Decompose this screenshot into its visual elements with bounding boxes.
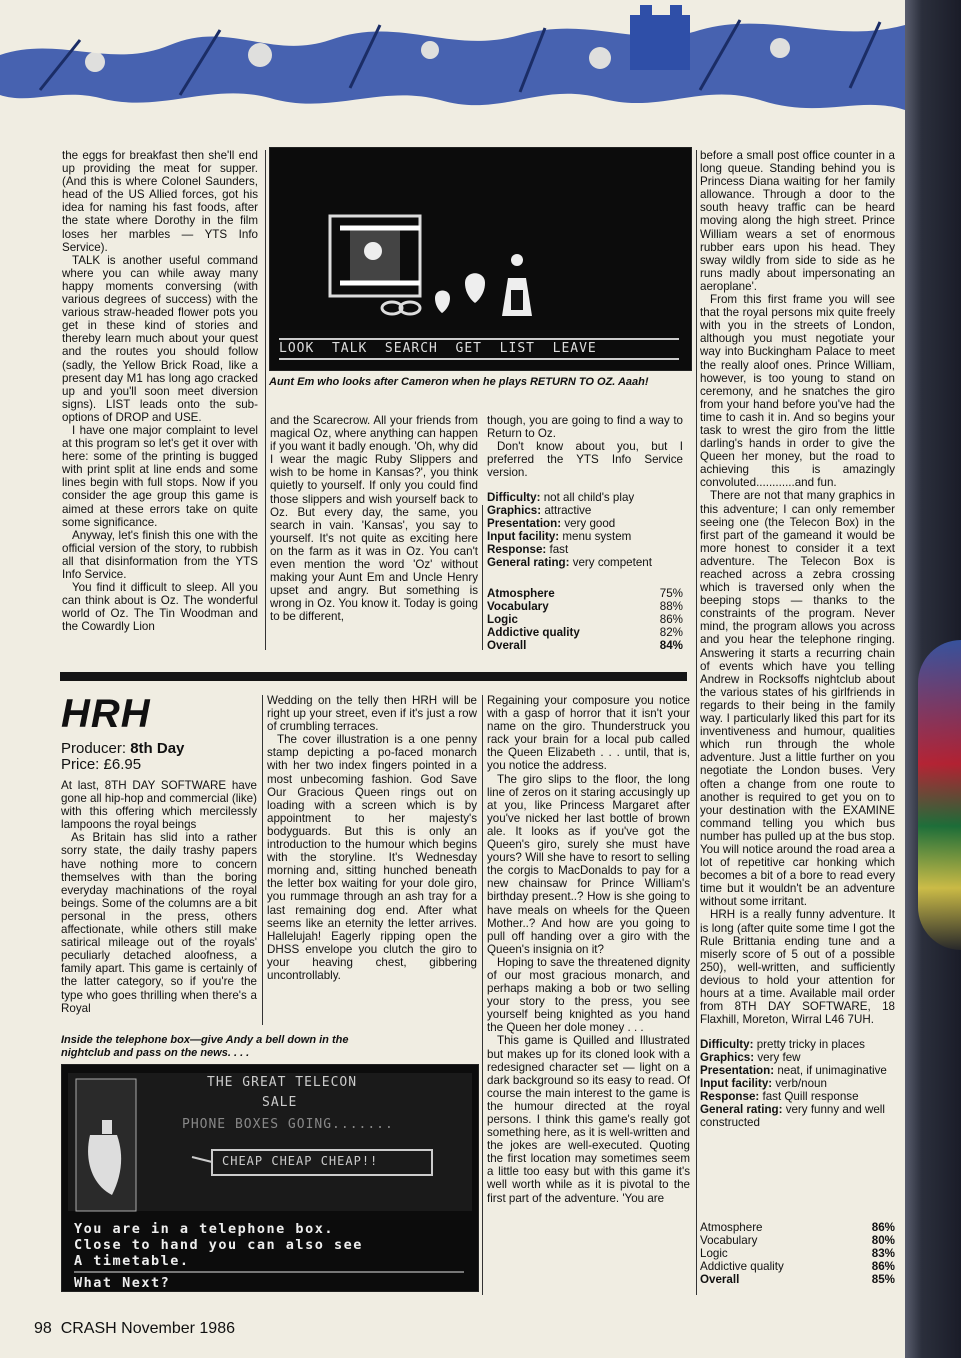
spec-row: Input facility: menu system [487,530,632,544]
screen-sign-line: SALE [262,1095,298,1110]
spec-row: Presentation: neat, if unimaginative [700,1064,887,1078]
spec-row: Graphics: very few [700,1051,801,1065]
rating-row: Vocabulary 88% [487,600,683,613]
price: Price: £6.95 [61,756,142,773]
paragraph: and the Scarecrow. All your friends from magical Oz, where anything can happen if you want it badly enough. 'Oh, why did I wear the magic Ruby Slippers and wish to be home in Kansas?', you think quietly to yourself. If only you could find those slippers and wish yourself back to Oz. But every day, the same, you search in vain. 'Kansas', you say to yourself. It's not quite as exciting here on the farm as it was in Oz. You can't even mention the word 'Oz' without making your Aunt Em and Uncle Henry upset and angry. But something is wrong in Oz. You know it. Today is going to be different, [270,414,478,624]
page-footer [34,1320,235,1338]
spec-row: General rating: very funny and well constructed [700,1103,885,1130]
rating-row: Overall 85% [700,1273,895,1286]
rating-row: Logic 83% [700,1247,895,1260]
review-specs [700,1038,895,1129]
paragraph: The giro slips to the floor, the long line of zeros on it staring accusingly up at you, like Princess Margaret after you've nicked her last bottle of brown ale. It looks as if you've got the Queen's giro, surely she must have yours? Will she have to resort to selling the corgis to MacDonalds to pay for a new chainsaw for Prince William's birthday present..? How is she going to have meals on wheels for the Queen Mother..? And how are you going to pull off handing over a giro with the Queen's insignia on it? [487,772,690,956]
paragraph: Regaining your composure you notice with a gasp of horror that it isn't your name on the giro. Thunderstruck you rack your brain for a local pub called the Queen Elizabeth . . . until, that is, you notice the address. [487,694,690,773]
magazine-name: CRASH [60,1320,117,1337]
game-prompt: What Next? [74,1271,464,1291]
paragraph: HRH is a really funny adventure. It is long (after quite some time I got the Rule Brittania ending tune and a miserly score of 5 out of a possible 250), well-written, and sufficiently devious to hold your attention for hours at a time. Available mail order from 8TH DAY SOFTWARE, 18 Flaxhill, Moreton, Wirral L46 7UH. [700,908,895,1027]
article-column-1 [62,149,258,633]
ratings-table-hrh [700,1221,895,1286]
paragraph: Wedding on the telly then HRH will be right up your street, even if it's just a row of crumbling terraces. [267,694,477,734]
page-number: 98 [34,1320,52,1337]
spec-row: Response: fast [487,543,569,557]
game-screenshot-return-to-oz [269,147,692,371]
background-dartboard [918,640,961,950]
issue-date: November 1986 [121,1320,235,1337]
article-column-7 [487,694,690,1205]
paragraph: I have one major complaint to level at this program so let's get it over with here: some of the printing is bugged with print split at line ends and some lines begin with full stops. Now if you consider the age group this game is aimed at these errors take on quite some significance. [62,423,258,529]
spec-row: General rating: very competent [487,556,652,570]
paragraph: TALK is another useful command where you can while away many happy moments conversing (with various degrees of success) with the various straw-headed flower pots you get in these kind of stories and thereby learn much about your quest and the routes you should follow (sadly, the Yellow Brick Road, like a present day M1 has long ago cracked up and you'll soon meet diversion signs). LIST leads onto the sub-options of DROP and USE. [62,253,258,424]
spec-row: Input facility: verb/noun [700,1077,827,1091]
spec-row: Graphics: attractive [487,504,592,518]
article-column-3 [487,414,683,569]
article-column-4 [700,149,895,1129]
paragraph: From this first frame you will see that the royal persons mix quite freely with you in the streets of London, although you must negotiate your way into Buckingham Palace to meet the really aloof ones. Prince William, however, is too young to stand on ceremony, and he snatches the giro from your hand before you've had the time to cash it in. And so begins your task to wrest the giro from the little darling's hands in order to give the Queen her money, but the road to achieving this is amazingly convoluted............and fun. [700,293,895,490]
paragraph: This game is Quilled and Illustrated but makes up for its cloned look with a redesigned character set — light on a dark background so its easy to read. Of course the main interest to the game is the humour directed at the royal persons. I think this game's really got something here, as it is well-written and the jokes are well-executed. Quoting the first location may sometimes seem a little too easy but with this game it's well worth while as it is pivotal to the first part of the adventure. 'You are [487,1034,690,1205]
screen-sign-line: THE GREAT TELECON [207,1075,358,1090]
screenshot-caption: Inside the telephone box—give Andy a bell down in the nightclub and pass on the news. . . . [61,1034,349,1059]
speech-bubble-text: CHEAP CHEAP CHEAP!! [222,1154,379,1168]
rating-row: Logic 86% [487,613,683,626]
column-rule [482,695,483,1295]
rating-row: Vocabulary 80% [700,1234,895,1247]
article-column-2 [270,414,478,624]
paragraph: Hoping to save the threatened dignity of our most gracious monarch, and perhaps making a bob or two selling your story to the press, you see yourself being knighted as you hand the Queen her dole money . . . [487,955,690,1035]
spec-row: Difficulty: pretty tricky in places [700,1038,865,1052]
paragraph: You find it difficult to sleep. All you can think about is Oz. The wonderful world of Oz. The Tin Woodman and the Cowardly Lion [62,581,258,634]
paragraph: before a small post office counter in a long queue. Standing behind you is Princess Diana waiting for her family allowance. Through a door to the south heavy traffic can be heard moving along the high street. Prince William wears a set of enormous rubber ears upon his head. They sway wildly from side to side as he runs madly about impersonating an aeroplane'. [700,149,895,293]
paragraph: the eggs for breakfast then she'll end up providing the meat for supper. (And this is where Colonel Saunders, head of the US Allied forces, got his idea for naming his fast foods, after the state where Dorothy in the film loses her marbles — YTS Info Service). [62,149,258,254]
column-rule [262,695,263,1025]
article-column-6 [267,694,477,982]
game-menu-bar: LOOK TALK SEARCH GET LIST LEAVE [279,338,679,360]
game-text-output: You are in a telephone box. Close to hand you can also see A timetable. [74,1221,363,1269]
column-rule [482,505,483,650]
rating-row: Overall 84% [487,639,683,652]
paragraph: The cover illustration is a one penny stamp depicting a po-faced monarch with her two index fingers pointed in a most unbecoming fashion. God Save Our Gracious Queen rings out on loading with a screen which is by appointment to her majesty's bodyguards. But this is only an introduction to the humour which begins with the storyline. It's Wednesday morning and, sitting hunched beneath the letter box waiting for your dole giro, you rummage through an ash tray for a last remaining dog end. After what seems like an eternity the letter arrives. Hallelujah! Eagerly ripping open the DHSS envelope you clutch the giro to your heaving chest, gibbering uncontrollably. [267,733,477,982]
paragraph: Anyway, let's finish this one with the official version of the story, to rubbish all that disinformation from the YTS Info Service. [62,528,258,581]
ratings-table-return-to-oz [487,587,683,652]
producer-price [61,741,184,773]
review-title: HRH [61,692,151,736]
medieval-battle-illustration [0,0,905,120]
spec-row: Response: fast Quill response [700,1090,859,1104]
review-specs [487,491,683,569]
article-column-5 [61,779,257,1015]
rating-row: Atmosphere 75% [487,587,683,600]
paragraph: As Britain has slid into a rather sorry state, the daily trashy papers have nothing more to concern themselves with than the boring everyday machinations of the royal beings. Some of the columns are a bit personal in the press, others affectionate, while others still make satirical mileage out of the royals' peculiarly detached aloofness, a family apart. This game is certainly of the latter category, so if you're the type who goes thrilling when there's a Royal [61,831,257,1015]
rating-row: Addictive quality 82% [487,626,683,639]
screen-sign-line: PHONE BOXES GOING....... [182,1117,394,1132]
rating-row: Addictive quality 86% [700,1260,895,1273]
game-screenshot-hrh [61,1064,479,1292]
column-rule [265,150,266,650]
paragraph: Don't know about you, but I preferred the YTS Info Service version. [487,440,683,480]
screenshot-graphics [270,148,691,370]
column-rule [696,150,697,1295]
screenshot-caption: Aunt Em who looks after Cameron when he plays RETURN TO OZ. Aaah! [269,376,649,388]
spec-row: Difficulty: not all child's play [487,491,635,505]
section-divider [60,672,687,681]
rating-row: Atmosphere 86% [700,1221,895,1234]
producer: Producer: 8th Day [61,740,185,757]
paragraph: There are not that many graphics in this adventure; I can only remember seeing one (the Telecon Box) in the first part of the gameand it would be more honest to consider it a text adventure. The Telecon Box is reached across a zebra crossing which is traversed only when the beeping stops — thanks to the constraints of the program. Never mind, the program allows you across and you hear the telephone ringing. Answering it starts a recurring chain of events which have you telling Andrew in Rocksoffs nightclub about the various states of his girlfriends in regards to their being in the family way. I particularly liked this part for its inventiveness and humour, qualities which run through the whole adventure. Just a little further on you negotiate the London buses. Very often a change from one route to another is required to get you on to your destination with the EXAMINE command telling you which bus number has pulled up at the bus stop. You will notice around the road area a lot of repetitive car honking which becomes a bit of a bore to read every time but it wouldn't be an adventure without some irritant. [700,489,895,909]
paragraph: At last, 8TH DAY SOFTWARE have gone all hip-hop and commercial (like) with this offering which mercilessly lampoons the royal beings [61,779,257,832]
spec-row: Presentation: very good [487,517,616,531]
paragraph: though, you are going to find a way to Return to Oz. [487,414,683,441]
